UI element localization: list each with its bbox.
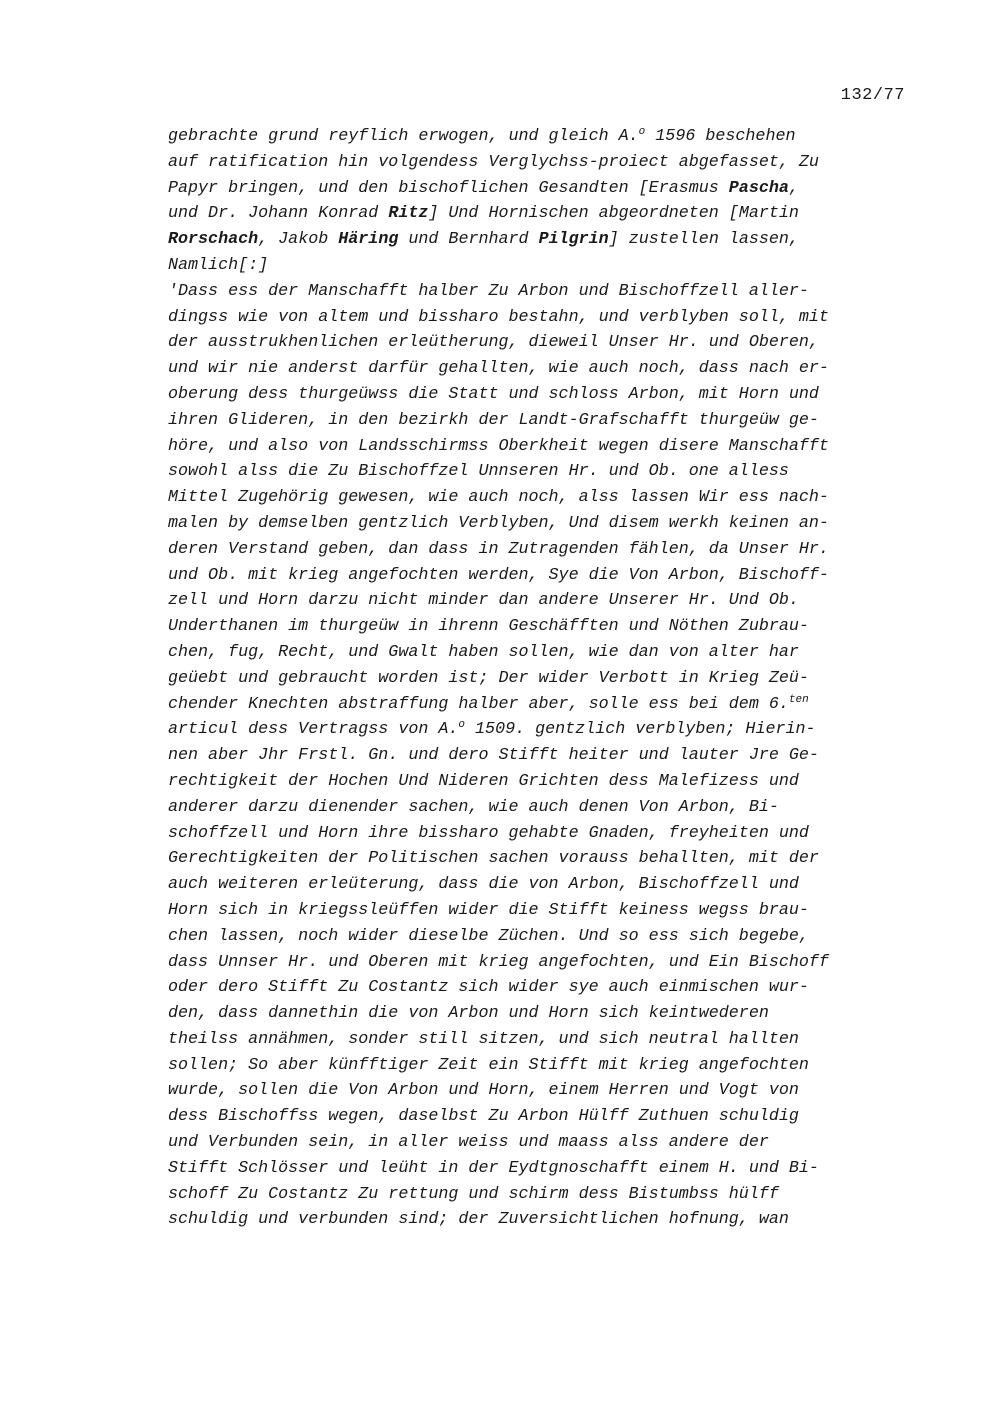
- text-segment: und Bernhard: [398, 230, 539, 250]
- text-line: [168, 459, 908, 485]
- text-segment: Mittel Zugehörig gewesen, wie auch noch, alss lassen Wir ess nach-: [168, 488, 829, 508]
- text-segment: geüebt und gebraucht worden ist; Der wider Verbott in Krieg Zeü-: [168, 668, 809, 688]
- text-segment: dingss wie von altem und bissharo bestahn, und verblyben soll, mit: [168, 307, 829, 327]
- text-line: [168, 434, 908, 460]
- text-segment: anderer darzu dienender sachen, wie auch denen Von Arbon, Bi-: [168, 797, 779, 817]
- person-name: Pascha: [728, 178, 789, 198]
- text-segment: , Jakob: [258, 230, 339, 250]
- text-line: [168, 614, 908, 640]
- text-segment: ] zustellen lassen,: [608, 230, 799, 250]
- text-segment: Gerechtigkeiten der Politischen sachen vorauss behallten, mit der: [168, 849, 819, 869]
- text-line: [168, 898, 908, 924]
- text-line: [168, 640, 908, 666]
- text-segment: Namlich[:]: [168, 255, 269, 275]
- person-name: Rorschach: [168, 230, 259, 250]
- text-line: [168, 201, 908, 227]
- text-segment: und Dr. Johann Konrad: [168, 204, 389, 224]
- text-line: [168, 692, 908, 718]
- document-body: [168, 124, 908, 1233]
- text-line: [168, 1156, 908, 1182]
- text-segment: 'Dass ess der Manschafft halber Zu Arbon und Bischoffzell aller-: [168, 281, 809, 301]
- superscript: o: [458, 719, 466, 732]
- text-line: [168, 511, 908, 537]
- text-segment: und Ob. mit krieg angefochten werden, Sye die Von Arbon, Bischoff-: [168, 565, 829, 585]
- text-line: [168, 382, 908, 408]
- text-segment: articul dess Vertragss von A.: [168, 720, 459, 740]
- text-segment: auf ratification hin volgendess Verglychss-proiect abgefasset, Zu: [168, 152, 819, 172]
- text-segment: Stifft Schlösser und leüht in der Eydtgnoschafft einem H. und Bi-: [168, 1158, 819, 1178]
- text-line: [168, 408, 908, 434]
- text-segment: höre, und also von Landsschirmss Oberkheit wegen disere Manschafft: [168, 436, 829, 456]
- text-line: [168, 924, 908, 950]
- text-line: [168, 769, 908, 795]
- text-segment: auch weiteren erleüterung, dass die von Arbon, Bischoffzell und: [168, 875, 799, 895]
- text-line: [168, 1182, 908, 1208]
- text-segment: wurde, sollen die Von Arbon und Horn, einem Herren und Vogt von: [168, 1081, 799, 1101]
- text-segment: ihren Glideren, in den bezirkh der Landt-Grafschafft thurgeüw ge-: [168, 410, 819, 430]
- text-segment: oder dero Stifft Zu Costantz sich wider sye auch einmischen wur-: [168, 978, 809, 998]
- text-line: [168, 588, 908, 614]
- text-segment: ] Und Hornischen abgeordneten [Martin: [428, 204, 799, 224]
- text-segment: der ausstrukhenlichen erleütherung, dieweil Unser Hr. und Oberen,: [168, 333, 819, 353]
- text-line: [168, 305, 908, 331]
- text-segment: und wir nie anderst darfür gehallten, wie auch noch, dass nach er-: [168, 359, 829, 379]
- text-segment: dass Unnser Hr. und Oberen mit krieg angefochten, und Ein Bischoff: [168, 952, 829, 972]
- text-line: [168, 743, 908, 769]
- text-segment: chender Knechten abstraffung halber aber, solle ess bei dem 6.: [168, 694, 789, 714]
- text-line: [168, 1027, 908, 1053]
- text-line: [168, 795, 908, 821]
- text-segment: sollen; So aber künfftiger Zeit ein Stifft mit krieg angefochten: [168, 1055, 809, 1075]
- text-segment: gebrachte grund reyflich erwogen, und gleich A.: [168, 127, 639, 146]
- text-segment: nen aber Jhr Frstl. Gn. und dero Stifft heiter und lauter Jre Ge-: [168, 746, 819, 766]
- text-segment: Horn sich in kriegssleüffen wider die Stifft keiness wegss brau-: [168, 900, 809, 920]
- text-segment: dess Bischoffss wegen, daselbst Zu Arbon Hülff Zuthuen schuldig: [168, 1107, 799, 1127]
- text-line: [168, 717, 908, 743]
- text-segment: sowohl alss die Zu Bischoffzel Unnseren Hr. und Ob. one alless: [168, 462, 789, 482]
- text-line: [168, 1001, 908, 1027]
- text-segment: rechtigkeit der Hochen Und Nideren Grichten dess Malefizess und: [168, 771, 799, 791]
- text-segment: ,: [788, 178, 799, 198]
- text-segment: 1596 beschehen: [645, 127, 796, 146]
- text-line: [168, 975, 908, 1001]
- text-line: [168, 253, 908, 279]
- text-line: [168, 124, 908, 150]
- text-line: [168, 563, 908, 589]
- text-segment: malen by demselben gentzlich Verblyben, Und disem werkh keinen an-: [168, 513, 829, 533]
- text-line: [168, 485, 908, 511]
- text-segment: theilss annähmen, sonder still sitzen, und sich neutral hallten: [168, 1029, 799, 1049]
- text-line: [168, 279, 908, 305]
- text-segment: und Verbunden sein, in aller weiss und maass alss andere der: [168, 1133, 769, 1153]
- text-line: [168, 1207, 908, 1233]
- text-segment: Underthanen im thurgeüw in ihrenn Geschäfften und Nöthen Zubrau-: [168, 617, 809, 637]
- person-name: Pilgrin: [538, 230, 609, 250]
- text-segment: schoff Zu Costantz Zu rettung und schirm dess Bistumbss hülff: [168, 1184, 779, 1204]
- person-name: Häring: [338, 230, 399, 250]
- text-segment: schuldig und verbunden sind; der Zuversichtlichen hofnung, wan: [168, 1210, 789, 1230]
- text-line: [168, 356, 908, 382]
- text-line: [168, 872, 908, 898]
- text-segment: Papyr bringen, und den bischoflichen Gesandten [Erasmus: [168, 178, 729, 198]
- text-line: [168, 150, 908, 176]
- text-line: [168, 666, 908, 692]
- text-line: [168, 950, 908, 976]
- text-line: [168, 537, 908, 563]
- text-line: [168, 846, 908, 872]
- text-segment: chen lassen, noch wider dieselbe Züchen. Und so ess sich begebe,: [168, 926, 809, 946]
- text-line: [168, 1053, 908, 1079]
- superscript: o: [638, 126, 646, 138]
- text-segment: den, dass dannethin die von Arbon und Horn sich keintwederen: [168, 1004, 769, 1024]
- text-segment: deren Verstand geben, dan dass in Zutragenden fählen, da Unser Hr.: [168, 539, 829, 559]
- text-line: [168, 227, 908, 253]
- text-line: [168, 176, 908, 202]
- text-line: [168, 821, 908, 847]
- person-name: Ritz: [388, 204, 429, 224]
- text-line: [168, 330, 908, 356]
- superscript: ten: [788, 693, 809, 706]
- text-line: [168, 1078, 908, 1104]
- text-segment: 1509. gentzlich verblyben; Hierin-: [465, 720, 816, 740]
- text-line: [168, 1104, 908, 1130]
- text-segment: zell und Horn darzu nicht minder dan andere Unserer Hr. Und Ob.: [168, 591, 799, 611]
- text-line: [168, 1130, 908, 1156]
- text-segment: chen, fug, Recht, und Gwalt haben sollen, wie dan von alter har: [168, 642, 799, 662]
- text-segment: schoffzell und Horn ihre bissharo gehabte Gnaden, freyheiten und: [168, 823, 809, 843]
- text-segment: oberung dess thurgeüwss die Statt und schloss Arbon, mit Horn und: [168, 384, 819, 404]
- page-number: 132/77: [840, 86, 905, 105]
